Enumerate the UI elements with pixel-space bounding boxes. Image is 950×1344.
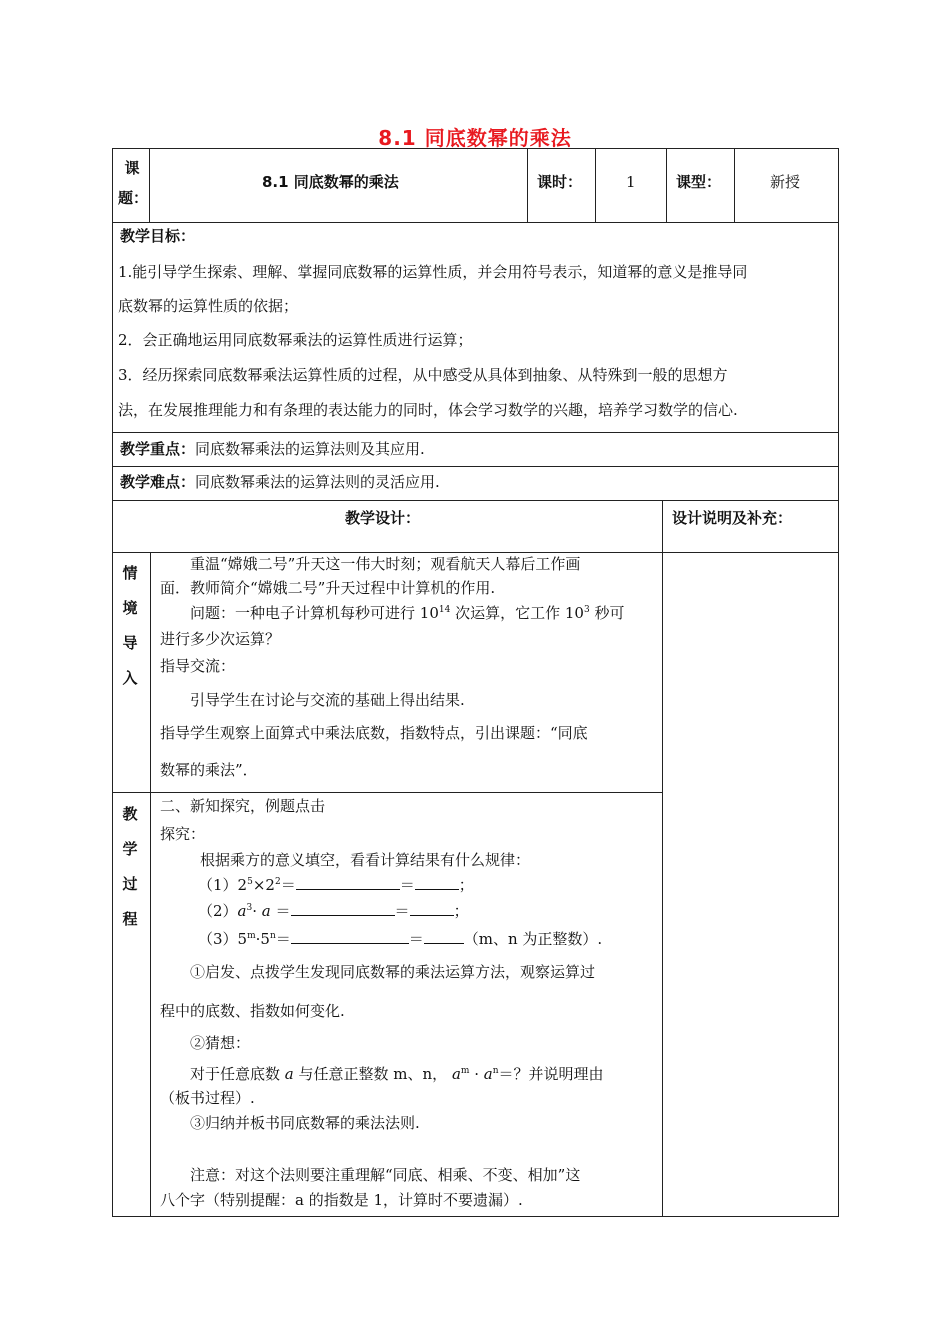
topic-value: 8.1 同底数幂的乘法	[262, 173, 399, 191]
intro-side-label: 情境导入	[122, 564, 138, 687]
exercise-3: $(3)5^m\cdot 5^n= = (m$、n 为正整数）.	[198, 930, 603, 948]
hours-value: 1	[626, 173, 636, 191]
exercise-2-blank-a[interactable]	[291, 901, 395, 916]
conjecture: 对于任意底数 a 与任意正整数 m、n， $a^m \cdot a^n=$？并说明理由	[190, 1065, 604, 1083]
exercise-1-blank-b[interactable]	[415, 875, 459, 890]
page-title: 8.1 同底数幂的乘法	[378, 126, 572, 150]
step-2: ②猜想：	[190, 1034, 251, 1052]
intro-observe-line-2: 数幂的乘法”．	[160, 761, 258, 779]
exercise-2: $(2)a^3\cdot a$ ＝ ＝ ；	[198, 902, 469, 920]
intro-p1-line-1: 重温“嫦娥二号”升天这一伟大时刻；观看航天人幕后工作画	[190, 555, 581, 573]
intro-guide-text: 引导学生在讨论与交流的基础上得出结果.	[190, 691, 465, 709]
difficulty	[120, 472, 440, 492]
intro-question: 问题：一种电子计算机每秒可进行 $10^{14}$ 次运算，它工作 $10^3$ 秒可	[190, 604, 625, 622]
intro-guide: 指导交流：	[160, 657, 236, 675]
goal-1-line-2: 底数幂的运算性质的依据；	[118, 297, 299, 315]
note-line-2: 八个字（特别提醒：a 的指数是 1，计算时不要遗漏）.	[160, 1191, 523, 1209]
exercise-3-blank-b[interactable]	[424, 929, 464, 944]
goal-3-line-1: 3．经历探索同底数幂乘法运算性质的过程，从中感受从具体到抽象、从特殊到一般的思想方	[118, 366, 728, 384]
exercise-1: $(1)2^5\times 2^2=$ ＝ ；	[198, 876, 474, 894]
exercise-1-blank-a[interactable]	[296, 875, 400, 890]
design-heading: 教学设计：	[345, 509, 421, 527]
step-1-line-2: 程中的底数、指数如何变化.	[160, 1002, 345, 1020]
goal-2: 2．会正确地运用同底数幂乘法的运算性质进行运算；	[118, 331, 473, 349]
difficulty-text: 同底数幂乘法的运算法则的灵活应用.	[195, 473, 440, 491]
design-notes-heading: 设计说明及补充：	[672, 509, 793, 527]
key-point-text: 同底数幂乘法的运算法则及其应用.	[195, 440, 425, 458]
note-line-1: 注意：对这个法则要注重理解“同底、相乘、不变、相加”这	[190, 1166, 581, 1184]
hours-label: 课时：	[537, 173, 583, 191]
step-1-line-1: ①启发、点拨学生发现同底数幂的乘法运算方法，观察运算过	[190, 963, 596, 981]
process-heading: 二、新知探究，例题点击	[160, 797, 326, 815]
goal-3-line-2: 法，在发展推理能力和有条理的表达能力的同时，体会学习数学的兴趣，培养学习数学的信心.	[118, 401, 738, 419]
type-value: 新授	[770, 173, 801, 191]
process-explore: 探究：	[160, 825, 206, 843]
key-point-label: 教学重点：	[120, 440, 196, 458]
goal-1-line-1: 1.能引导学生探索、理解、掌握同底数幂的运算性质，并会用符号表示，知道幂的意义是推导同	[118, 263, 748, 281]
process-instruction: 根据乘方的意义填空，看看计算结果有什么规律：	[200, 851, 531, 869]
intro-observe-line-1: 指导学生观察上面算式中乘法底数，指数特点，引出课题：“同底	[160, 724, 588, 742]
step-3: ③归纳并板书同底数幂的乘法法则.	[190, 1114, 420, 1132]
key-point	[120, 439, 425, 459]
exercise-3-blank-a[interactable]	[291, 929, 409, 944]
intro-p1-line-2: 面．教师简介“嫦娥二号”升天过程中计算机的作用.	[160, 579, 496, 597]
type-label: 课型：	[676, 173, 722, 191]
intro-question-line-2: 进行多少次运算？	[160, 630, 281, 648]
conjecture-line-2: （板书过程）.	[160, 1089, 255, 1107]
topic-label: 课题：	[118, 159, 149, 207]
goals-heading: 教学目标：	[120, 227, 196, 245]
process-side-label: 教学过程	[122, 805, 138, 928]
difficulty-label: 教学难点：	[120, 473, 196, 491]
exercise-2-blank-b[interactable]	[410, 901, 454, 916]
